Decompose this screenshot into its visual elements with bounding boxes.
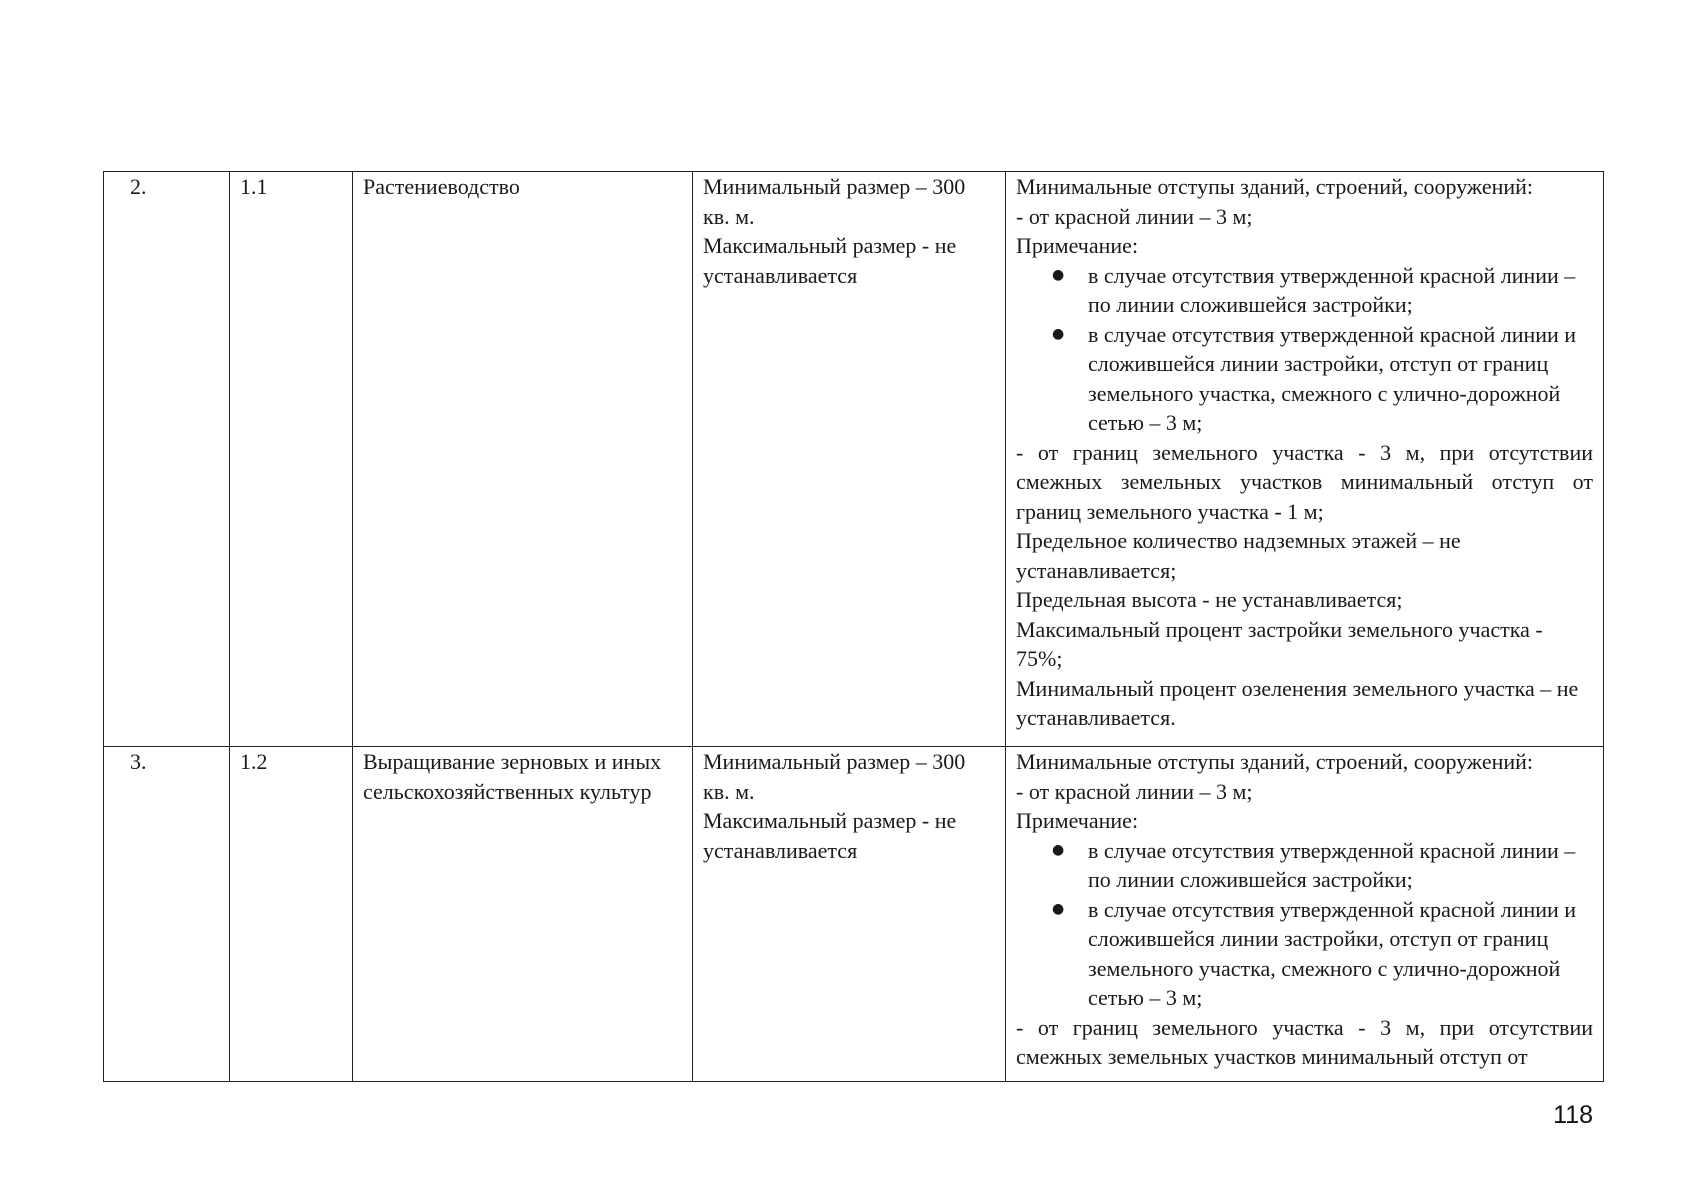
- row-number-cell: 3.: [104, 747, 230, 1082]
- max-size-text: Максимальный размер - не устанавливается: [703, 808, 957, 863]
- setbacks-title: Минимальные отступы зданий, строений, сооружений:: [1016, 749, 1534, 774]
- note-list: [1016, 836, 1593, 1013]
- list-item: ● в случае отсутствия утвержденной красной линии и сложившейся линии застройки, отступ от границ земельного участка, смежного с улично-дорожной сетью – 3 м;: [1052, 321, 1577, 435]
- parameters-cell: [1006, 747, 1604, 1082]
- parameters-cell: [1006, 172, 1604, 747]
- min-green-percent: Минимальный процент озеленения земельного участка – не устанавливается.: [1016, 675, 1579, 730]
- bullet-icon: ●: [1052, 900, 1065, 917]
- table-row: [104, 172, 1604, 747]
- plot-size-cell: [693, 747, 1006, 1082]
- floors-limit: Предельное количество надземных этажей – не устанавливается;: [1016, 528, 1461, 583]
- use-name-cell: Растениеводство: [353, 172, 693, 747]
- list-item: ● в случае отсутствия утвержденной красной линии и сложившейся линии застройки, отступ от границ земельного участка, смежного с улично-дорожной сетью – 3 м;: [1052, 896, 1577, 1010]
- use-code-cell: 1.2: [230, 747, 353, 1082]
- list-item: ● в случае отсутствия утвержденной красной линии – по линии сложившейся застройки;: [1052, 837, 1576, 892]
- plot-size-cell: [693, 172, 1006, 747]
- list-item: ● в случае отсутствия утвержденной красной линии – по линии сложившейся застройки;: [1052, 262, 1576, 317]
- red-line-setback: - от красной линии – 3 м;: [1016, 778, 1253, 804]
- boundary-setback: - от границ земельного участка - 3 м, при отсутствии смежных земельных участков минимальный отступ от: [1016, 1014, 1593, 1069]
- use-name-cell: Выращивание зерновых и иных сельскохозяйственных культур: [353, 747, 693, 1082]
- boundary-setback: - от границ земельного участка - 3 м, при отсутствии смежных земельных участков минимальный отступ от границ земельного участка - 1 м;: [1016, 439, 1593, 524]
- max-size-text: Максимальный размер - не устанавливается: [703, 233, 957, 288]
- min-size-text: Минимальный размер – 300 кв. м.: [703, 749, 966, 804]
- zoning-table: [103, 171, 1604, 1082]
- red-line-setback: - от красной линии – 3 м;: [1016, 203, 1253, 229]
- bullet-icon: ●: [1052, 325, 1065, 342]
- note-title: Примечание:: [1016, 808, 1139, 833]
- table-row: [104, 747, 1604, 1082]
- bullet-icon: ●: [1052, 841, 1065, 858]
- page-number: 118: [1553, 1101, 1593, 1129]
- row-number-cell: 2.: [104, 172, 230, 747]
- note-title: Примечание:: [1016, 233, 1139, 258]
- min-size-text: Минимальный размер – 300 кв. м.: [703, 174, 966, 229]
- max-build-percent: Максимальный процент застройки земельного участка - 75%;: [1016, 616, 1543, 671]
- note-list: [1016, 261, 1593, 438]
- setbacks-title: Минимальные отступы зданий, строений, сооружений:: [1016, 174, 1534, 199]
- bullet-icon: ●: [1052, 266, 1065, 283]
- height-limit: Предельная высота - не устанавливается;: [1016, 587, 1403, 612]
- use-code-cell: 1.1: [230, 172, 353, 747]
